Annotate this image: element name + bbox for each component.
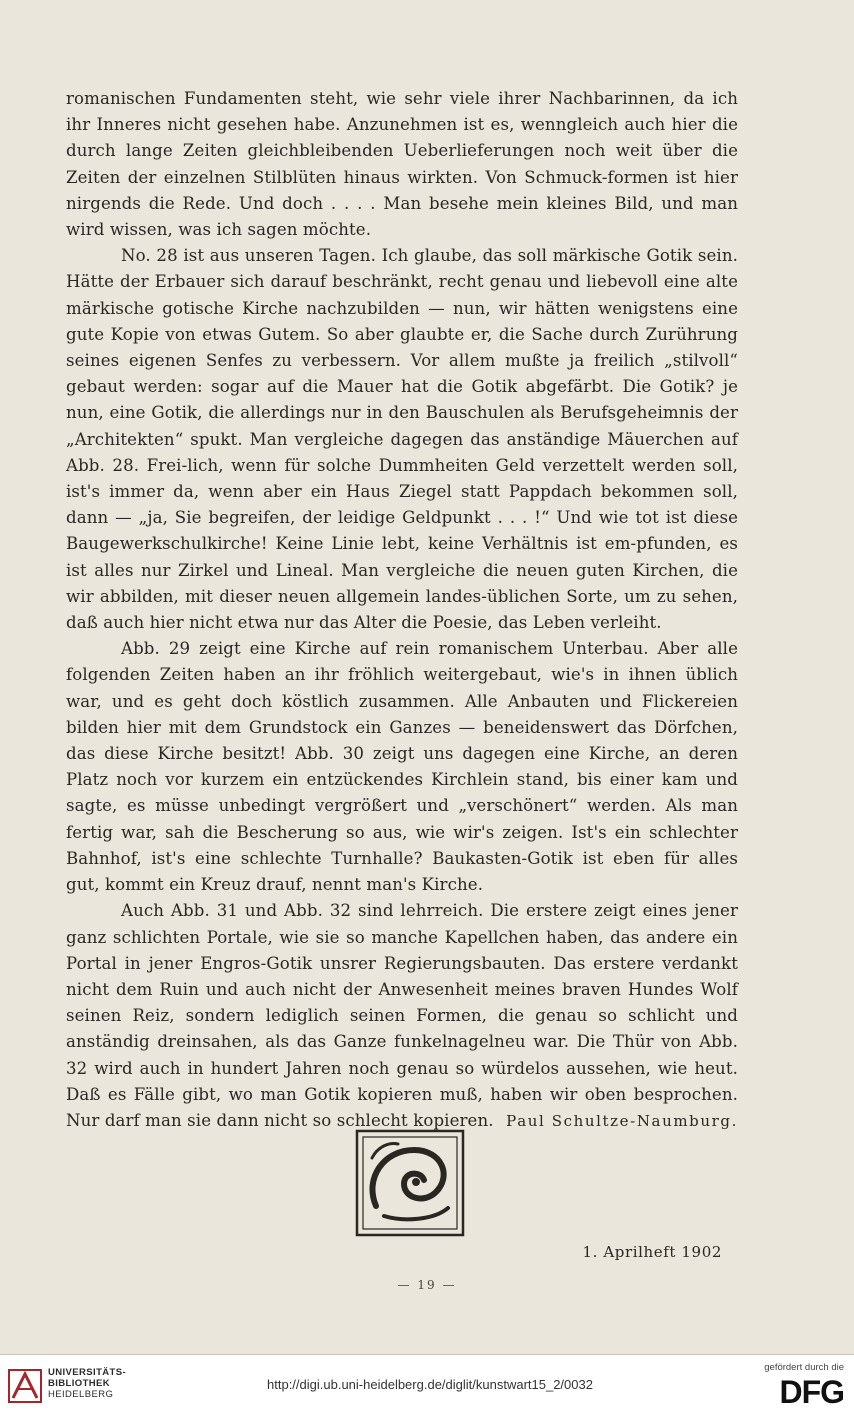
funding-caption: gefördert durch die xyxy=(764,1362,844,1373)
permalink-url[interactable]: http://digi.ub.uni-heidelberg.de/diglit/kunstwart15_2/0032 xyxy=(267,1377,593,1392)
dfg-logo: DFG xyxy=(779,1374,844,1410)
paragraph-1: romanischen Fundamenten steht, wie sehr viele ihrer Nachbarinnen, da ich ihr Inneres nicht gesehen habe. Anzunehmen ist es, wenngleich auch hier die durch lange Zeiten gleichbleibenden Ueberlieferungen noch weit über die Zeiten der einzelnen Stilblüten hinaus wirkten. Von Schmuck-formen ist hier nirgends die Rede. Und doch . . . . Man besehe mein kleines Bild, und man wird wissen, was ich sagen möchte. xyxy=(66,89,738,240)
library-name-line-2: BIBLIOTHEK xyxy=(48,1378,111,1389)
ub-heidelberg-logo-icon xyxy=(8,1369,42,1403)
library-name-line-1: UNIVERSITÄTS- xyxy=(48,1367,127,1378)
issue-date: 1. Aprilheft 1902 xyxy=(582,1243,722,1261)
paragraph-4: Auch Abb. 31 und Abb. 32 sind lehrreich. Die erstere zeigt eines jener ganz schlichten Portale, wie sie so manche Kapellchen haben, das andere ein Portal in jener Engros-Gotik unsrer Regierungsbauten. Das erstere verdankt nicht dem Ruin und auch nicht der Anwesenheit meines braven Hundes Wolf seinen Reiz, sondern lediglich seinen Formen, die genau so schlicht und anständig dreinsahen, als das Ganze funkelnagelneu war. Die Thür von Abb. 32 wird auch in hundert Jahren noch genau so würdelos aussehen, wie heut. Daß es Fälle gibt, wo man Gotik kopieren muß, haben wir oben besprochen. Nur darf man sie dann nicht so schlecht kopieren. xyxy=(66,901,738,1130)
author-signature: Paul Schultze-Naumburg. xyxy=(506,1112,738,1131)
paragraph-3: Abb. 29 zeigt eine Kirche auf rein romanischem Unterbau. Aber alle folgenden Zeiten haben an ihr fröhlich weitergebaut, wie's in ihnen üblich war, und es geht doch köstlich zusammen. Alle Anbauten und Flickereien bilden hier mit dem Grundstock ein Ganzes — beneidenswert das Dörfchen, das diese Kirche besitzt! Abb. 30 zeigt uns dagegen eine Kirche, an deren Platz noch vor kurzem ein entzückendes Kirchlein stand, bis einer kam und sagte, es müsse unbedingt vergrößert und „verschönert“ werden. Als man fertig war, sah die Bescherung so aus, wie wir's zeigen. Ist's ein schlechter Bahnhof, ist's eine schlechte Turnhalle? Baukasten-Gotik ist eben für alles gut, kommt ein Kreuz drauf, nennt man's Kirche. xyxy=(66,639,738,895)
library-name-line-3: HEIDELBERG xyxy=(48,1389,114,1400)
library-name xyxy=(48,1367,126,1400)
page-number: — 19 — xyxy=(397,1278,457,1292)
viewer-footer xyxy=(0,1354,854,1415)
article-text xyxy=(66,86,738,1134)
paragraph-2: No. 28 ist aus unseren Tagen. Ich glaube, das soll märkische Gotik sein. Hätte der Erbauer sich darauf beschränkt, recht genau und liebevoll eine alte märkische gotische Kirche nachzubilden — nun, wir hätten wenigstens eine gute Kopie von etwas Gutem. So aber glaubte er, die Sache durch Zurührung seines eigenen Senfes zu verbessern. Vor allem mußte ja freilich „stilvoll“ gebaut werden: sogar auf die Mauer hat die Gotik abgefärbt. Die Gotik? je nun, eine Gotik, die allerdings nur in den Bauschulen als Berufsgeheimnis der „Architekten“ spukt. Man vergleiche dagegen das anständige Mäuerchen auf Abb. 28. Frei-lich, wenn für solche Dummheiten Geld verzettelt werden soll, ist's immer da, wenn aber ein Haus Ziegel statt Pappdach bekommen soll, dann — „ja, Sie begreifen, der leidige Geldpunkt . . . !“ Und wie tot ist diese Baugewerkschulkirche! Keine Linie lebt, keine Verhältnis ist em-pfunden, es ist alles nur Zirkel und Lineal. Man vergleiche die neuen guten Kirchen, die wir abbilden, mit dieser neuen allgemein landes-üblichen Sorte, um zu sehen, daß auch hier nicht etwa nur das Alter die Poesie, das Leben verleiht. xyxy=(66,246,738,633)
art-nouveau-vignette-icon xyxy=(354,1128,466,1238)
